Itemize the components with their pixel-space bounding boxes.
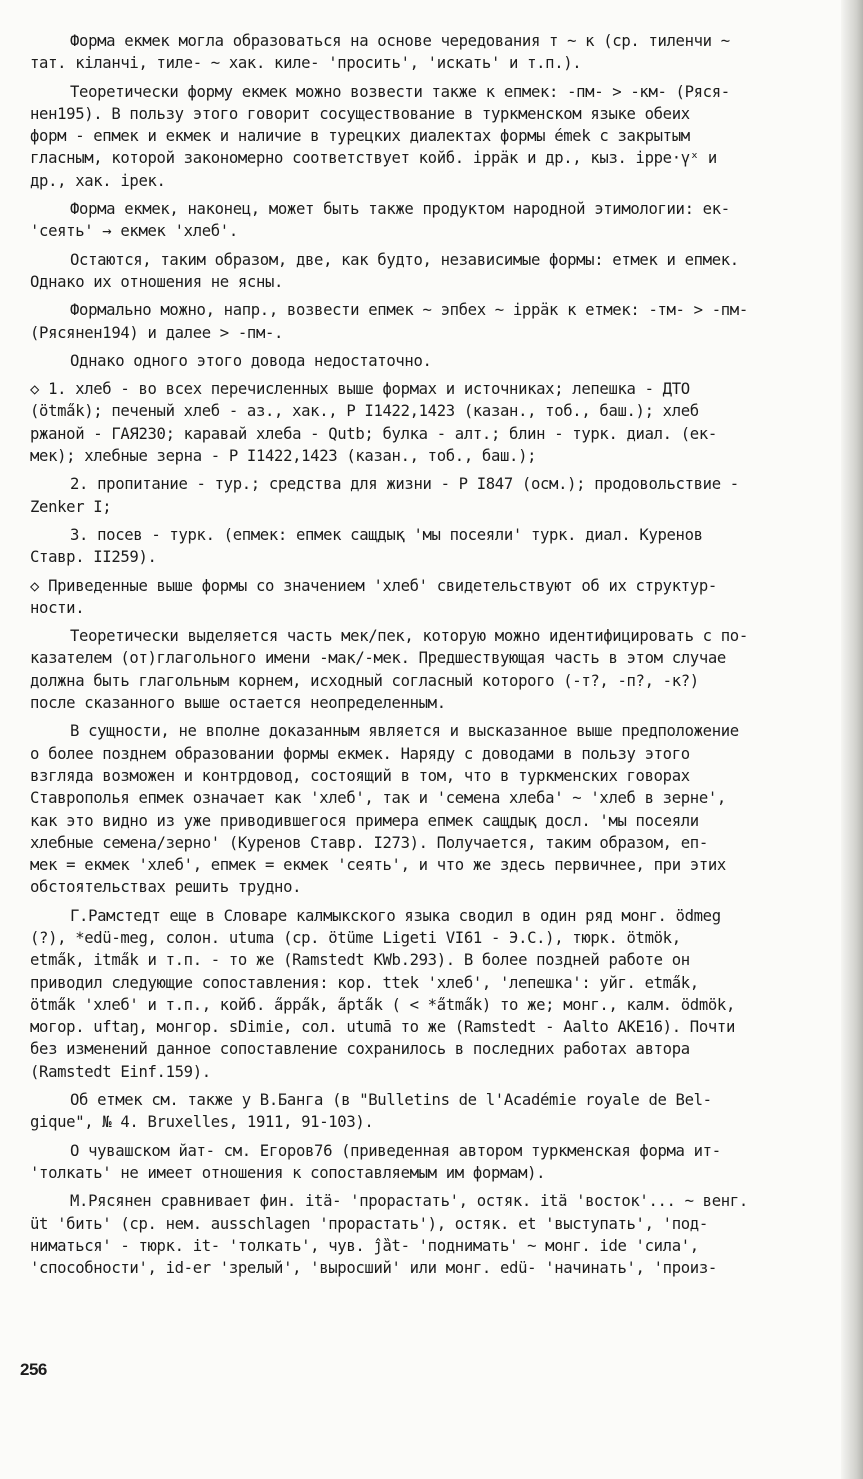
text-line: о более позднем образовании формы екмек. Наряду с доводами в пользу этого	[30, 744, 690, 763]
text-line: мек); хлебные зерна - Р I1422,1423 (казан., тоб., баш.);	[30, 447, 537, 466]
paragraph	[30, 1140, 845, 1185]
text-line: Zenker I;	[30, 497, 112, 516]
text-line: форм - епмек и екмек и наличие в турецких диалектах формы émek с закрытым	[30, 127, 690, 146]
paragraph	[30, 350, 845, 372]
text-line: гласным, которой закономерно соответствует койб. іррӓк и др., кыз. ірре·үˣ и	[30, 149, 717, 168]
text-line: Об етмек см. также у В.Банга (в "Bulletins de l'Académie royale de Bel-	[70, 1091, 712, 1110]
text-line: ◇ Приведенные выше формы со значением 'хлеб' свидетельствуют об их структур-	[30, 576, 717, 595]
text-line: мек = екмек 'хлеб', епмек = екмек 'сеять', и что же здесь первичнее, при этих	[30, 856, 726, 875]
text-line: ниматься' - тюрк. it- 'толкать', чув. ĵȁt- 'поднимать' ~ монг. ide 'сила',	[30, 1236, 699, 1255]
text-line: (?), *edü-meg, солон. utuma (ср. ötüme Ligeti VI61 - Э.С.), тюрк. ötmök,	[30, 928, 681, 947]
text-line: после сказанного выше остается неопределенным.	[30, 694, 446, 713]
text-line: 'толкать' не имеет отношения к сопоставляемым им формам).	[30, 1163, 546, 1182]
paragraph	[30, 720, 845, 898]
paragraph	[30, 299, 845, 344]
text-line: 'сеять' → екмек 'хлеб'.	[30, 222, 238, 241]
text-line: ötma̋k 'хлеб' и т.п., койб. a̋ppa̋k, a̋pta̋k ( < *a̋tma̋k) то же; монг., калм. ödmök,	[30, 995, 735, 1014]
text-line: gique", № 4. Bruxelles, 1911, 91-103).	[30, 1113, 374, 1132]
text-line: В сущности, не вполне доказанным является и высказанное выше предположение	[70, 722, 739, 741]
text-line: как это видно из уже приводившегося примера епмек сащдық досл. 'мы посеяли	[30, 811, 699, 830]
text-line: Форма екмек, наконец, может быть также продуктом народной этимологии: ек-	[70, 200, 730, 219]
paragraph	[30, 81, 845, 192]
paragraph	[30, 1190, 845, 1279]
text-line: 'способности', id-er 'зрелый', 'выросший' или монг. edü- 'начинать', 'произ-	[30, 1259, 717, 1278]
text-line: др., хак. ірек.	[30, 171, 166, 190]
paragraph	[30, 30, 845, 75]
paragraph	[30, 249, 845, 294]
text-line: Ставрополья епмек означает как 'хлеб', так и 'семена хлеба' ~ 'хлеб в зерне',	[30, 789, 726, 808]
text-line: должна быть глагольным корнем, исходный согласный которого (-т?, -п?, -к?)	[30, 671, 699, 690]
page-number: 256	[20, 1360, 47, 1379]
paragraph	[30, 473, 845, 518]
text-line: (Ramstedt Einf.159).	[30, 1062, 211, 1081]
document-body	[30, 30, 845, 1285]
text-line: Однако их отношения не ясны.	[30, 272, 284, 291]
paragraph	[30, 575, 845, 620]
text-line: тат. кiланчi, тиле- ~ хак. киле- 'просить', 'искать' и т.п.).	[30, 54, 582, 73]
text-line: Теоретически выделяется часть мек/пек, которую можно идентифицировать с по-	[70, 627, 748, 646]
text-line: обстоятельствах решить трудно.	[30, 878, 302, 897]
text-line: М.Рясянен сравнивает фин. itä- 'прорастать', остяк. itä 'восток'... ~ венг.	[70, 1192, 748, 1211]
text-line: ности.	[30, 598, 85, 617]
text-line: Остаются, таким образом, две, как будто, независимые формы: етмек и епмек.	[70, 250, 739, 269]
paragraph	[30, 1089, 845, 1134]
text-line: нен195). В пользу этого говорит сосуществование в туркменском языке обеих	[30, 104, 690, 123]
text-line: могор. uftaŋ, монгор. sDimie, сол. utumā то же (Ramstedt - Aalto AKE16). Почти	[30, 1018, 735, 1037]
text-line: etma̋k, itma̋k и т.п. - то же (Ramstedt KWb.293). В более поздней работе он	[30, 951, 690, 970]
paragraph	[30, 524, 845, 569]
text-line: ◇ 1. хлеб - во всех перечисленных выше формах и источниках; лепешка - ДТО	[30, 380, 690, 399]
paragraph	[30, 625, 845, 714]
text-line: хлебные семена/зерно' (Куренов Ставр. I273). Получается, таким образом, еп-	[30, 833, 708, 852]
text-line: О чувашском йат- см. Егоров76 (приведенная автором туркменская форма ит-	[70, 1141, 721, 1160]
text-line: Теоретически форму екмек можно возвести также к епмек: -пм- > -км- (Ряся-	[70, 82, 730, 101]
paragraph	[30, 905, 845, 1083]
text-line: 3. посев - турк. (епмек: епмек сащдық 'мы посеяли' турк. диал. Куренов	[70, 525, 703, 544]
text-line: (Рясянен194) и далее > -пм-.	[30, 323, 284, 342]
text-line: 2. пропитание - тур.; средства для жизни - Р I847 (осм.); продовольствие -	[70, 475, 739, 494]
text-line: без изменений данное сопоставление сохранилось в последних работах автора	[30, 1040, 690, 1059]
text-line: Формально можно, напр., возвести епмек ~ эпбех ~ іррӓк к етмек: -тм- > -пм-	[70, 301, 748, 320]
text-line: ржаной - ГАЯ230; каравай хлеба - Qutb; булка - алт.; блин - турк. диал. (ек-	[30, 424, 717, 443]
text-line: (ötma̋k); печеный хлеб - аз., хак., Р I1422,1423 (казан., тоб., баш.); хлеб	[30, 402, 699, 421]
text-line: приводил следующие сопоставления: кор. ttek 'хлеб', 'лепешка': уйг. etma̋k,	[30, 973, 699, 992]
text-line: Г.Рамстедт еще в Словаре калмыкского языка сводил в один ряд монг. ödmeg	[70, 906, 721, 925]
paragraph	[30, 378, 845, 467]
text-line: Однако одного этого довода недостаточно.	[70, 351, 432, 370]
text-line: üt 'бить' (ср. нем. ausschlagen 'прорастать'), остяк. et 'выступать', 'под-	[30, 1214, 708, 1233]
text-line: взгляда возможен и контрдовод, состоящий в том, что в туркменских говорах	[30, 766, 690, 785]
text-line: Ставр. II259).	[30, 548, 157, 567]
paragraph	[30, 198, 845, 243]
text-line: казателем (от)глагольного имени -мак/-мек. Предшествующая часть в этом случае	[30, 649, 726, 668]
text-line: Форма екмек могла образоваться на основе чередования т ~ к (ср. тиленчи ~	[70, 32, 730, 50]
